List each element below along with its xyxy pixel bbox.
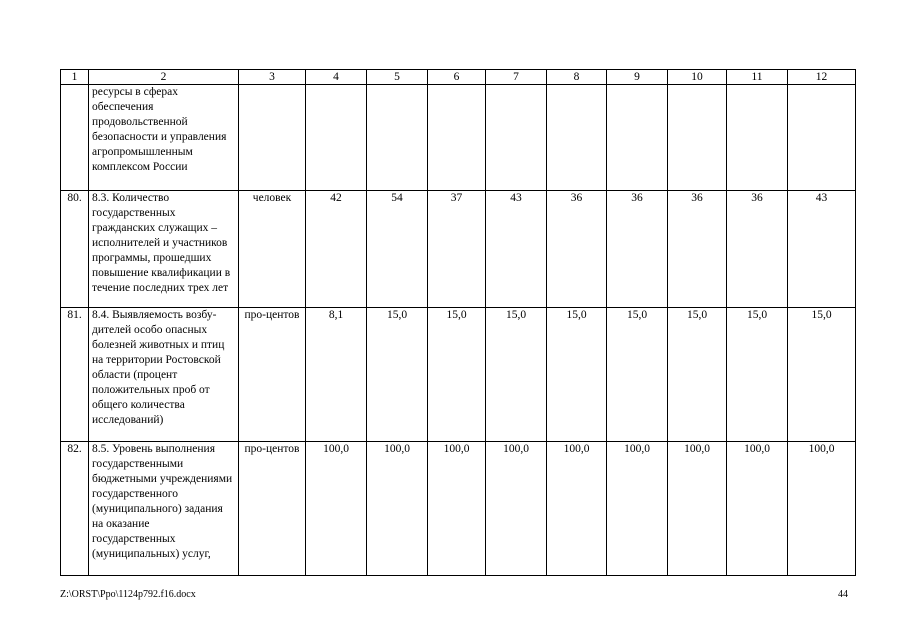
value-cell: 15,0 [668,308,727,442]
value-cell: 100,0 [668,442,727,576]
row-number: 82. [61,442,89,576]
column-number-header: 10 [668,70,727,85]
file-path-footer: Z:\ORST\Ppo\1124p792.f16.docx [60,589,196,600]
value-cell [428,85,486,191]
row-number [61,85,89,191]
column-number-header: 9 [607,70,668,85]
value-cell: 100,0 [607,442,668,576]
value-cell [727,85,788,191]
value-cell: 100,0 [306,442,367,576]
column-number-header: 6 [428,70,486,85]
table-row [61,308,856,442]
table-row [61,85,856,191]
value-cell [306,85,367,191]
page-number: 44 [838,589,848,600]
value-cell: 15,0 [367,308,428,442]
value-cell: 15,0 [428,308,486,442]
value-cell: 100,0 [727,442,788,576]
value-cell: 42 [306,191,367,308]
value-cell [367,85,428,191]
value-cell: 43 [788,191,856,308]
value-cell [486,85,547,191]
column-number-header: 2 [89,70,239,85]
table-header-row [61,70,856,85]
value-cell: 15,0 [788,308,856,442]
indicator-name: 8.3. Количество государственных гражданских служащих – исполнителей и участников программы, прошедших повышение квалификации в течение последних трех лет [89,191,239,308]
row-number: 81. [61,308,89,442]
column-number-header: 3 [239,70,306,85]
value-cell: 15,0 [607,308,668,442]
indicator-name: ресурсы в сферах обеспечения продовольственной безопасности и управления агропромышленным комплексом России [89,85,239,191]
column-number-header: 7 [486,70,547,85]
column-number-header: 11 [727,70,788,85]
table-row [61,442,856,576]
value-cell [607,85,668,191]
row-number: 80. [61,191,89,308]
indicator-name: 8.4. Выявляемость возбу-дителей особо опасных болезней животных и птиц на территории Ростовской области (процент положительных проб от общего количества исследований) [89,308,239,442]
column-number-header: 12 [788,70,856,85]
value-cell: 36 [668,191,727,308]
value-cell: 15,0 [486,308,547,442]
value-cell: 100,0 [547,442,607,576]
column-number-header: 4 [306,70,367,85]
value-cell: 100,0 [788,442,856,576]
value-cell: 15,0 [547,308,607,442]
value-cell [547,85,607,191]
value-cell: 100,0 [367,442,428,576]
value-cell: 43 [486,191,547,308]
value-cell: 15,0 [727,308,788,442]
value-cell [668,85,727,191]
value-cell: 36 [547,191,607,308]
value-cell [788,85,856,191]
value-cell: 36 [727,191,788,308]
value-cell: 8,1 [306,308,367,442]
unit-of-measure: про-центов [239,442,306,576]
value-cell: 37 [428,191,486,308]
unit-of-measure [239,85,306,191]
value-cell: 36 [607,191,668,308]
indicators-table [60,69,856,576]
column-number-header: 5 [367,70,428,85]
column-number-header: 1 [61,70,89,85]
unit-of-measure: про-центов [239,308,306,442]
unit-of-measure: человек [239,191,306,308]
value-cell: 100,0 [428,442,486,576]
column-number-header: 8 [547,70,607,85]
value-cell: 100,0 [486,442,547,576]
value-cell: 54 [367,191,428,308]
table-row [61,191,856,308]
indicator-name: 8.5. Уровень выполнения государственными бюджетными учреждениями государственного (муниципального) задания на оказание государственных (муниципальных) услуг, [89,442,239,576]
